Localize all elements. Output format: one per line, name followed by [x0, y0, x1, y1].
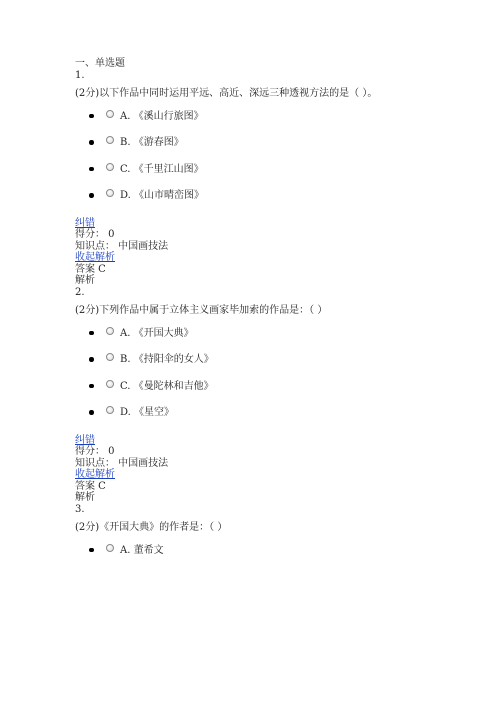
question-text: (2分)以下作品中同时运用平远、高近、深远三种透视方法的是（ ）。	[75, 88, 378, 99]
option-label: C. 《千里江山图》	[120, 163, 204, 175]
radio-button[interactable]	[106, 406, 114, 414]
option-label: B. 《持阳伞的女人》	[120, 354, 214, 365]
bullet-icon	[89, 357, 94, 362]
question-number: 1.	[75, 69, 85, 81]
section-title: 一、单选题	[75, 58, 125, 69]
collapse-analysis-link[interactable]: 收起解析	[75, 252, 115, 263]
option-label: D. 《星空》	[120, 407, 175, 418]
report-error-link[interactable]: 纠错	[75, 434, 95, 446]
radio-button[interactable]	[106, 189, 114, 197]
option-label: A. 《开国大典》	[120, 327, 194, 339]
question-text: (2分)下列作品中属于立体主义画家毕加索的作品是：（ ）	[75, 305, 328, 316]
option-item[interactable]	[75, 328, 475, 355]
options-list	[75, 111, 475, 217]
knowledge-point: 知识点： 中国画技法	[75, 457, 169, 469]
radio-button[interactable]	[106, 163, 114, 171]
bullet-icon	[89, 410, 94, 415]
bullet-icon	[89, 331, 94, 336]
bullet-icon	[89, 114, 94, 119]
option-label: C. 《曼陀林和吉他》	[120, 380, 214, 392]
radio-button[interactable]	[106, 110, 114, 118]
question-3	[75, 504, 475, 572]
options-list	[75, 328, 475, 434]
radio-button[interactable]	[106, 136, 114, 144]
radio-button[interactable]	[106, 327, 114, 335]
answer-text: 答案 C	[75, 263, 106, 275]
option-label: A. 《溪山行旅图》	[120, 110, 204, 122]
bullet-icon	[89, 140, 94, 145]
exam-document	[75, 58, 475, 571]
question-2	[75, 287, 475, 504]
bullet-icon	[89, 193, 94, 198]
bullet-icon	[89, 548, 94, 553]
option-item[interactable]	[75, 190, 475, 217]
radio-button[interactable]	[106, 380, 114, 388]
options-list	[75, 545, 475, 572]
option-label: B. 《游春图》	[120, 137, 184, 148]
analysis-label: 解析	[75, 275, 95, 286]
score-text: 得分： 0	[75, 446, 115, 457]
bullet-icon	[89, 167, 94, 172]
option-label: D. 《山市晴峦图》	[120, 190, 205, 201]
radio-button[interactable]	[106, 544, 114, 552]
option-item[interactable]	[75, 164, 475, 191]
option-item[interactable]	[75, 354, 475, 381]
knowledge-point: 知识点： 中国画技法	[75, 240, 169, 252]
report-error-link[interactable]: 纠错	[75, 217, 95, 229]
radio-button[interactable]	[106, 353, 114, 361]
bullet-icon	[89, 384, 94, 389]
question-number: 3.	[75, 503, 85, 515]
analysis-label: 解析	[75, 492, 95, 503]
option-item[interactable]	[75, 407, 475, 434]
option-item[interactable]	[75, 381, 475, 408]
collapse-analysis-link[interactable]: 收起解析	[75, 469, 115, 480]
option-item[interactable]	[75, 137, 475, 164]
question-number: 2.	[75, 286, 85, 298]
score-text: 得分： 0	[75, 229, 115, 240]
option-item[interactable]	[75, 111, 475, 138]
question-text: (2分)《开国大典》的作者是：（ ）	[75, 522, 228, 533]
question-1	[75, 70, 475, 287]
answer-text: 答案 C	[75, 480, 106, 492]
option-label: A. 董希文	[120, 544, 164, 556]
option-item[interactable]	[75, 545, 475, 572]
